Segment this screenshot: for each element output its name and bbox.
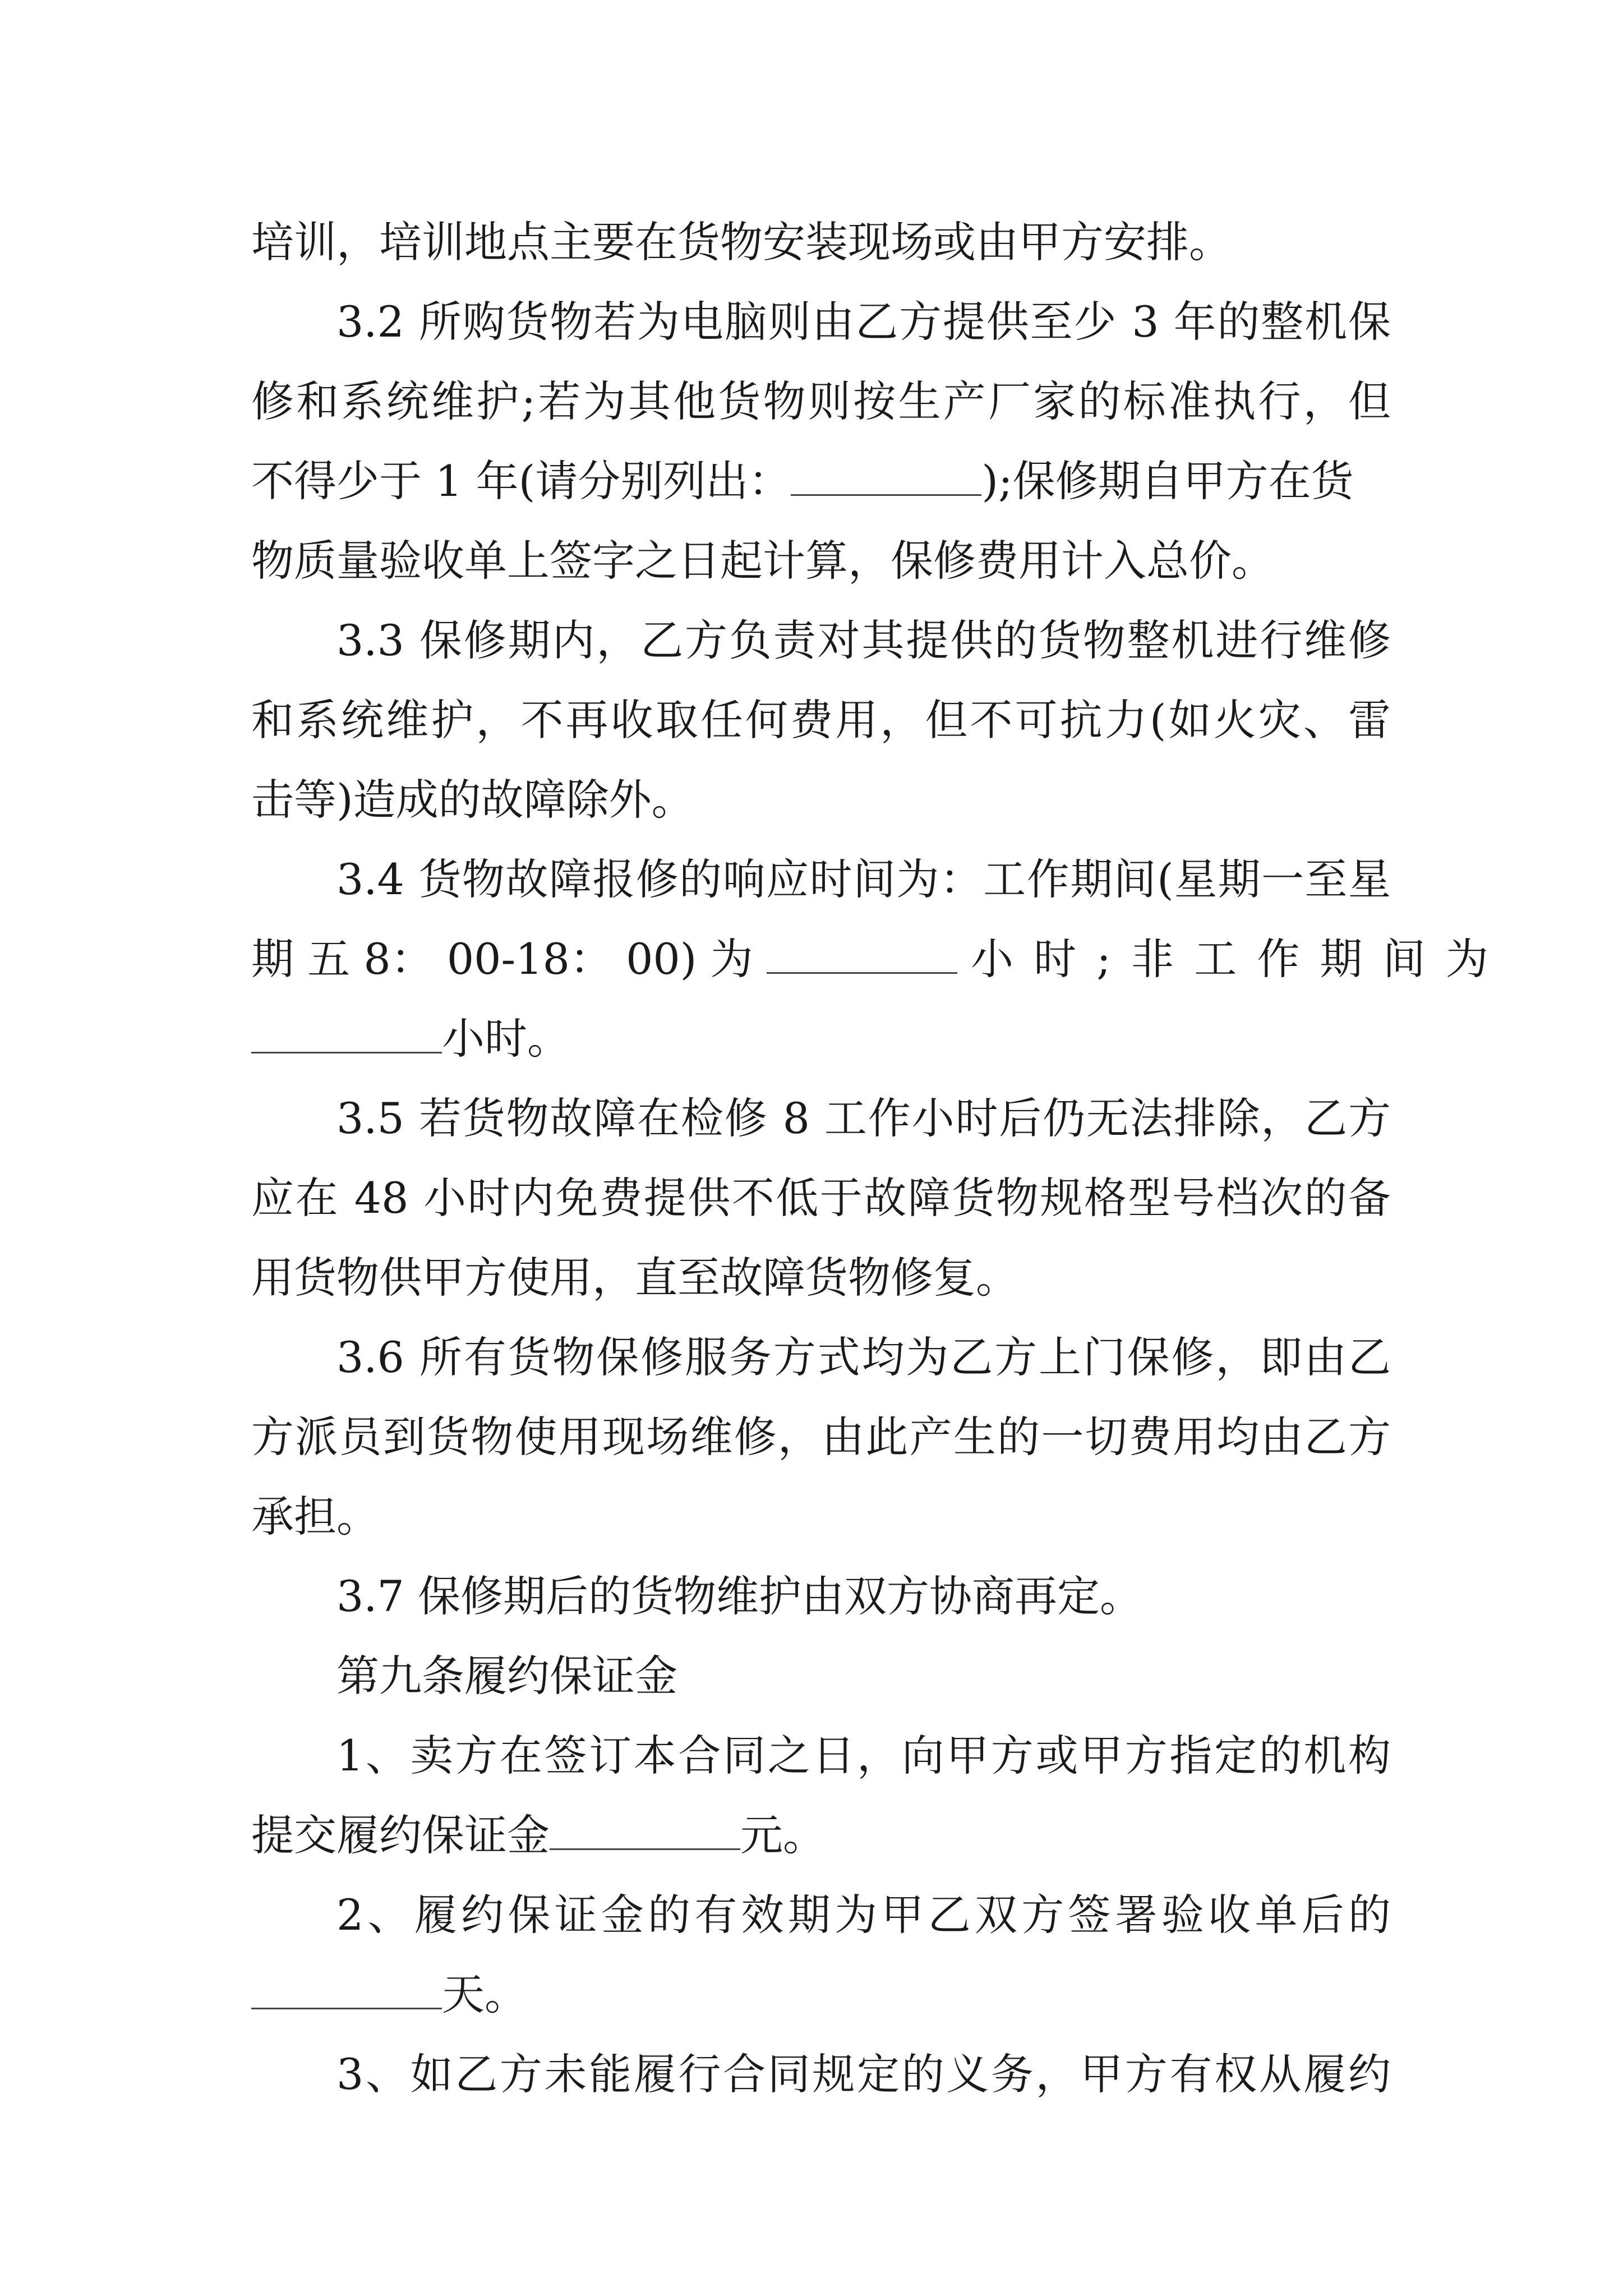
text-line: [251, 1244, 1391, 1312]
text-line: [336, 1881, 1391, 1949]
text-segment: 天。: [442, 1970, 527, 2019]
text-segment: 2、履约保证金的有效期为甲乙双方签署验收单后的: [336, 1890, 1391, 1940]
text-line: [251, 926, 1492, 993]
fill-blank: [251, 1016, 442, 1053]
text-segment: 用货物供甲方使用，直至故障货物修复。: [251, 1253, 1018, 1303]
text-line: [251, 527, 1391, 595]
fill-blank: [767, 936, 957, 974]
text-line: [251, 1483, 1391, 1550]
text-segment: 小 时 ; 非 工 作 期 间 为: [970, 934, 1492, 984]
section-heading: [336, 1642, 1391, 1710]
text-segment: 提交履约保证金: [251, 1810, 550, 1860]
text-segment: 3.7 保修期后的货物维护由双方协商再定。: [336, 1571, 1143, 1621]
text-line: [251, 1404, 1391, 1471]
text-line: [251, 1802, 1391, 1869]
text-line: [336, 288, 1391, 356]
fill-blank: [251, 1972, 442, 2009]
text-line: [336, 1085, 1391, 1152]
text-segment: 和系统维护，不再收取任何费用，但不可抗力(如火灾、雷: [251, 695, 1391, 745]
text-segment: 小时。: [442, 1014, 570, 1064]
text-segment: 物质量验收单上签字之日起计算，保修费用计入总价。: [251, 536, 1274, 586]
fill-blank: [550, 1812, 740, 1850]
text-segment: 不得少于 1 年(请分别列出：: [251, 456, 791, 506]
text-line: [336, 1722, 1391, 1789]
text-line: [251, 368, 1391, 435]
text-segment: );保修期自甲方在货: [981, 456, 1354, 506]
text-line: [251, 1961, 1391, 2028]
text-line: [336, 1324, 1391, 1391]
text-line: [336, 846, 1391, 913]
text-line: [251, 766, 1391, 834]
text-segment: 1、卖方在签订本合同之日，向甲方或甲方指定的机构: [336, 1731, 1391, 1780]
text-line: [336, 1563, 1391, 1630]
text-segment: 承担。: [251, 1492, 379, 1542]
text-segment: 3.6 所有货物保修服务方式均为乙方上门保修，即由乙: [336, 1332, 1391, 1382]
text-segment: 3、如乙方未能履行合同规定的义务，甲方有权从履约: [336, 2049, 1391, 2099]
text-line: [336, 2041, 1391, 2108]
text-line: [251, 1165, 1391, 1232]
text-line: [251, 209, 1391, 276]
text-line: [251, 448, 1391, 515]
text-segment: 元。: [740, 1810, 826, 1860]
text-segment: 击等)造成的故障除外。: [251, 775, 694, 825]
text-line: [336, 607, 1391, 674]
text-segment: 第九条履约保证金: [336, 1651, 677, 1701]
text-segment: 3.4 货物故障报修的响应时间为：工作期间(星期一至星: [336, 854, 1391, 904]
text-segment: 3.5 若货物故障在检修 8 工作小时后仍无法排除，乙方: [336, 1093, 1391, 1143]
text-line: [251, 1005, 1391, 1073]
text-segment: 3.3 保修期内，乙方负责对其提供的货物整机进行维修: [336, 615, 1391, 665]
text-segment: 培训，培训地点主要在货物安装现场或由甲方安排。: [251, 217, 1232, 267]
text-segment: 方派员到货物使用现场维修，由此产生的一切费用均由乙方: [251, 1412, 1391, 1462]
text-line: [251, 687, 1391, 754]
text-segment: 修和系统维护;若为其他货物则按生产厂家的标准执行，但: [251, 376, 1391, 426]
text-segment: 应在 48 小时内免费提供不低于故障货物规格型号档次的备: [251, 1173, 1391, 1223]
text-segment: 期 五 8： 00-18： 00) 为: [251, 934, 753, 984]
text-segment: 3.2 所购货物若为电脑则由乙方提供至少 3 年的整机保: [336, 297, 1391, 347]
fill-blank: [791, 458, 981, 496]
